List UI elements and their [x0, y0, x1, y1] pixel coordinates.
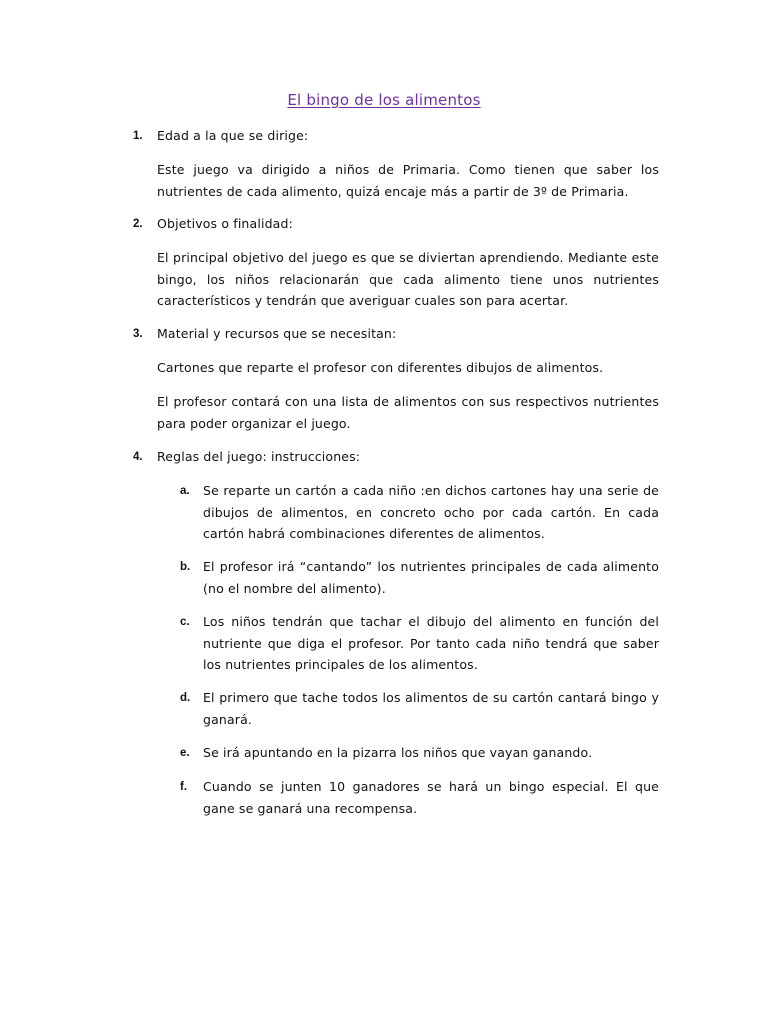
section-number: 4. [133, 451, 143, 463]
section-paragraph: Este juego va dirigido a niños de Primaria. Como tienen que saber los nutrientes de cada alimento, quizá encaje más a partir de 3º de Primaria. [157, 162, 659, 199]
list-item: Los niños tendrán que tachar el dibujo del alimento en función del nutriente que diga el profesor. Por tanto cada niño tendrá que saber los nutrientes principales de los alimentos. [203, 614, 659, 672]
document-title: El bingo de los alimentos [287, 91, 481, 109]
list-item-letter: c. [180, 616, 190, 628]
section-heading: Reglas del juego: instrucciones: [157, 449, 361, 464]
section-number: 3. [133, 328, 143, 340]
list-item: Se irá apuntando en la pizarra los niños que vayan ganando. [203, 745, 593, 760]
list-item-letter: f. [180, 781, 188, 793]
section-heading: Edad a la que se dirige: [157, 128, 309, 143]
section-number: 2. [133, 218, 143, 230]
list-item: Cuando se junten 10 ganadores se hará un bingo especial. El que gane se ganará una recompensa. [203, 779, 659, 816]
section-paragraph: El principal objetivo del juego es que se diviertan aprendiendo. Mediante este bingo, los niños relacionarán que cada alimento tiene unos nutrientes característicos y tendrán que averiguar cuales son para acertar. [157, 250, 659, 308]
list-item-letter: d. [180, 692, 191, 704]
list-item: El profesor irá “cantando” los nutrientes principales de cada alimento (no el nombre del alimento). [203, 559, 659, 596]
list-item: El primero que tache todos los alimentos de su cartón cantará bingo y ganará. [203, 690, 659, 727]
list-item-letter: b. [180, 561, 191, 573]
list-item-letter: a. [180, 485, 190, 497]
list-item: Se reparte un cartón a cada niño :en dichos cartones hay una serie de dibujos de alimentos, en concreto ocho por cada cartón. En cada cartón habrá combinaciones diferentes de alimentos. [203, 483, 659, 541]
section-number: 1. [133, 130, 143, 142]
section-paragraph: Cartones que reparte el profesor con diferentes dibujos de alimentos. [157, 360, 604, 375]
section-heading: Material y recursos que se necesitan: [157, 326, 397, 341]
section-heading: Objetivos o finalidad: [157, 216, 293, 231]
section-paragraph: El profesor contará con una lista de alimentos con sus respectivos nutrientes para poder organizar el juego. [157, 394, 659, 431]
list-item-letter: e. [180, 747, 190, 759]
